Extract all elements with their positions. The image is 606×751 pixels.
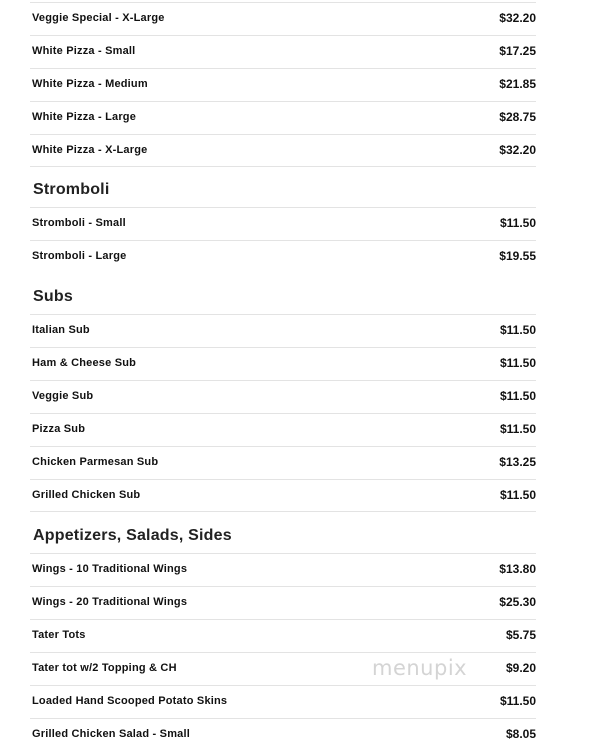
menu-item-name: Veggie Special - X-Large xyxy=(32,12,165,24)
menu-item-row[interactable] xyxy=(30,619,536,652)
menu-item-row[interactable] xyxy=(30,314,536,347)
menu-item-row[interactable] xyxy=(30,101,536,134)
menu-item-name: White Pizza - X-Large xyxy=(32,144,148,156)
menu-item-row[interactable] xyxy=(30,413,536,446)
menu-item-row[interactable] xyxy=(30,134,536,167)
menu-item-row[interactable] xyxy=(30,347,536,380)
menu-item-price: $32.20 xyxy=(499,11,536,25)
menu-item-name: Pizza Sub xyxy=(32,423,86,435)
menu-item-price: $5.75 xyxy=(505,628,536,642)
menu-item-price: $11.50 xyxy=(499,323,536,337)
menu-item-name: Wings - 10 Traditional Wings xyxy=(32,563,188,575)
menu-item-price: $8.05 xyxy=(505,727,536,741)
menu-item-price: $32.20 xyxy=(499,143,536,157)
menu-item-row[interactable] xyxy=(30,718,536,751)
menu-item-price: $19.55 xyxy=(499,249,536,263)
menu-item-price: $13.80 xyxy=(499,562,536,576)
menu-item-name: Veggie Sub xyxy=(32,390,94,402)
menu-item-price: $11.50 xyxy=(499,356,536,370)
menu-item-row[interactable] xyxy=(30,2,536,35)
menu-item-name: White Pizza - Large xyxy=(32,111,137,123)
menu-item-name: Chicken Parmesan Sub xyxy=(32,456,159,468)
menu-item-price: $9.20 xyxy=(505,661,536,675)
menu-item-name: Tater tot w/2 Topping & CH xyxy=(32,662,177,674)
menu-item-name: Loaded Hand Scooped Potato Skins xyxy=(32,695,228,707)
menu-item-price: $25.30 xyxy=(499,595,536,609)
menu-item-price: $11.50 xyxy=(499,422,536,436)
menu-item-price: $21.85 xyxy=(499,77,536,91)
menu-item-row[interactable] xyxy=(30,240,536,274)
menu-item-name: Grilled Chicken Sub xyxy=(32,489,141,501)
menu-item-price: $11.50 xyxy=(499,694,536,708)
section-heading: Subs xyxy=(33,288,73,305)
menu-item-row[interactable] xyxy=(30,553,536,586)
menu-item-name: Tater Tots xyxy=(32,629,86,641)
menu-item-price: $28.75 xyxy=(499,110,536,124)
menu-item-price: $13.25 xyxy=(499,455,536,469)
menu-item-name: Grilled Chicken Salad - Small xyxy=(32,728,191,740)
menupix-watermark: menupix xyxy=(372,656,468,680)
menu-item-name: Stromboli - Small xyxy=(32,217,126,229)
menu-item-row[interactable] xyxy=(30,207,536,240)
menu-item-name: White Pizza - Small xyxy=(32,45,136,57)
menu-item-price: $17.25 xyxy=(499,44,536,58)
section-heading: Appetizers, Salads, Sides xyxy=(33,527,232,544)
menu-item-name: Wings - 20 Traditional Wings xyxy=(32,596,188,608)
menu-item-price: $11.50 xyxy=(499,389,536,403)
menu-item-price: $11.50 xyxy=(499,488,536,502)
section-heading: Stromboli xyxy=(33,181,110,198)
menu-item-row[interactable] xyxy=(30,68,536,101)
menu-item-name: White Pizza - Medium xyxy=(32,78,148,90)
menu-item-price: $11.50 xyxy=(499,216,536,230)
menu-item-row[interactable] xyxy=(30,685,536,718)
menu-item-row[interactable] xyxy=(30,35,536,68)
menu-item-name: Stromboli - Large xyxy=(32,250,127,262)
menu-item-name: Italian Sub xyxy=(32,324,90,336)
menu-item-row[interactable] xyxy=(30,586,536,619)
menu-item-name: Ham & Cheese Sub xyxy=(32,357,137,369)
menu-item-row[interactable] xyxy=(30,380,536,413)
menu-item-row[interactable] xyxy=(30,446,536,479)
menu-item-row[interactable] xyxy=(30,479,536,512)
